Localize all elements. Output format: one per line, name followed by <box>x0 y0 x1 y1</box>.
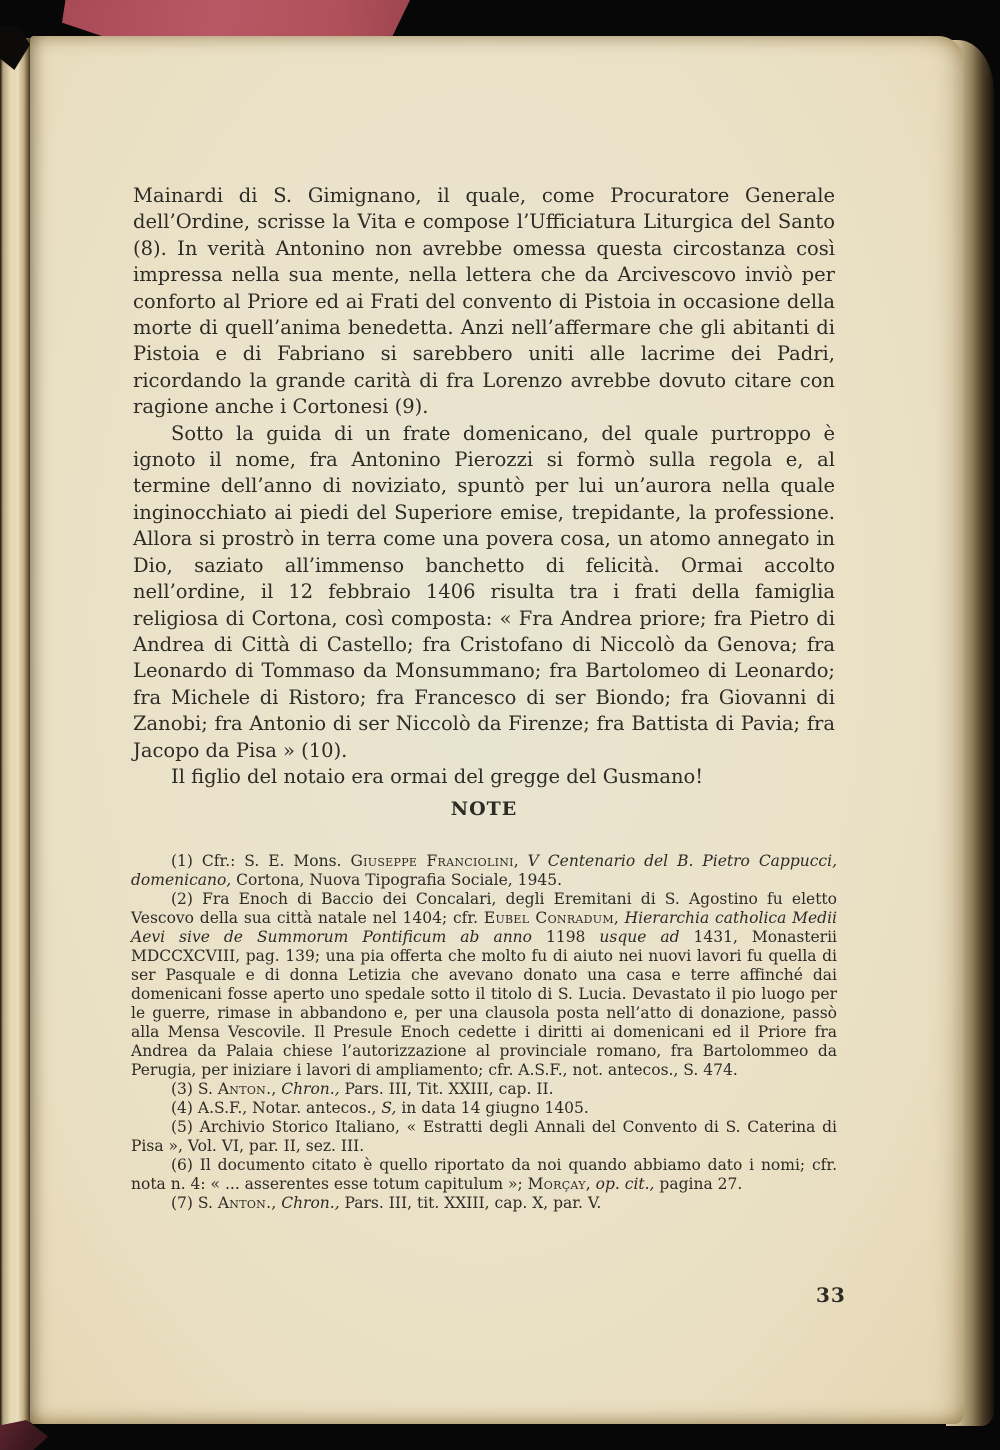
red-cover-sliver <box>62 0 410 39</box>
text-run: (6) Il documento citato è quello riportato da noi quando abbiamo dato i nomi; cfr. nota n. 4: « ... asserentes esse totum capitulum »; <box>131 1156 837 1193</box>
text-run: 1431, Monasterii MDCCXCVIII, pag. 139; una pia offerta che molto fu di aiuto nei nuovi lavori fu quella di ser Pasquale e di donna Letizia che avevano donato una casa e terre affinché dai domenicani fosse aperto uno spedale sotto il titolo di S. Lucia. Devastato il pio luogo per le guerre, rimase in abbandono e, per una clausola posta nell’atto di donazione, passò alla Mensa Vescovile. Il Presule Enoch cedette i diritti ai domenicani ed il Priore fra Andrea da Palaia chiese l’autorizzazione al provinciale romano, fra Bartolommeo da Perugia, per iniziare i lavori di ampliamento; cfr. A.S.F., not. antecos., S. 474. <box>131 928 837 1079</box>
left-page-edge <box>0 38 32 1426</box>
text-run: (2) Fra Enoch di Baccio dei Concalari, degli Eremitani di S. Agostino fu eletto Vescovo della sua città natale nel 1404; cfr. <box>131 890 837 927</box>
text-run: Chron., <box>281 1194 340 1212</box>
main-text-block <box>133 183 835 790</box>
paragraph: Il figlio del notaio era ormai del gregge del Gusmano! <box>171 764 704 788</box>
text-run: Hierarchia catholica Medii Aevi sive de Summorum Pontificum ab anno <box>131 909 838 946</box>
text-run: , <box>271 1080 282 1098</box>
text-run: V Centenario del B. Pietro Cappucci, domenicano, <box>131 852 837 889</box>
text-run: Anton. <box>217 1080 272 1098</box>
text-run: Chron., <box>281 1080 340 1098</box>
text-run: , <box>271 1194 282 1212</box>
text-run: , <box>613 909 625 927</box>
text-run: usque ad <box>599 928 680 946</box>
text-run: (1) Cfr.: S. E. Mons. <box>171 852 351 870</box>
footnotes-block <box>131 852 837 1213</box>
text-run: (4) A.S.F., Notar. antecos., <box>171 1099 382 1117</box>
footnote <box>131 890 837 1080</box>
footnote <box>131 1099 837 1118</box>
footnote <box>131 1156 837 1194</box>
text-run: Eubel Conradum <box>483 909 614 927</box>
text-run: Cortona, Nuova Tipografia Sociale, 1945. <box>231 871 563 889</box>
text-run: in data 14 giugno 1405. <box>396 1099 589 1117</box>
text-run: Giuseppe Franciolini <box>350 852 514 870</box>
text-run: (7) S. <box>171 1194 218 1212</box>
text-run: pagina 27. <box>654 1175 743 1193</box>
text-run: , <box>585 1175 596 1193</box>
text-run: Pars. III, Tit. XXIII, cap. II. <box>339 1080 554 1098</box>
text-run: Morçay <box>527 1175 586 1193</box>
notes-heading: NOTE <box>450 798 518 820</box>
paragraph: Sotto la guida di un frate domenicano, del quale purtroppo è ignoto il nome, fra Antonino Pierozzi si formò sulla regola e, al termine dell’anno di noviziato, spuntò per lui un’aurora nella quale inginocchiato ai piedi del Superiore emise, trepidante, la professione. Allora si prostrò in terra come una povera cosa, un atomo annegato in Dio, saziato all’immenso banchetto di felicità. Ormai accolto nell’ordine, il 12 febbraio 1406 risulta tra i frati della famiglia religiosa di Cortona, così composta: « Fra Andrea priore; fra Pietro di Andrea di Città di Castello; fra Cristofano di Niccolò da Genova; fra Leonardo di Tommaso da Monsummano; fra Bartolomeo di Leonardo; fra Michele di Ristoro; fra Francesco di ser Biondo; fra Giovanni di Zanobi; fra Antonio di ser Niccolò da Firenze; fra Battista di Pavia; fra Jacopo da Pisa » (10). <box>133 421 835 762</box>
paragraph: Mainardi di S. Gimignano, il quale, come Procuratore Generale dell’Ordine, scrisse la Vita e compose l’Ufficiatura Liturgica del Santo (8). In verità Antonino non avrebbe omessa questa circostanza così impressa nella sua mente, nella lettera che da Arcivescovo inviò per conforto al Priore ed ai Frati del convento di Pistoia in occasione della morte di quell’anima benedetta. Anzi nell’affermare che gli abitanti di Pistoia e di Fabriano si sarebbero uniti alle lacrime dei Padri, ricordando la grande carità di fra Lorenzo avrebbe dovuto citare con ragione anche i Cortonesi (9). <box>133 184 835 419</box>
text-run: 1198 <box>532 928 600 946</box>
text-run: op. cit., <box>595 1175 655 1193</box>
footnote <box>131 1080 837 1099</box>
text-run: S, <box>381 1099 397 1117</box>
footnote <box>131 1194 837 1213</box>
page-number: 33 <box>816 1283 846 1307</box>
text-run: Pars. III, tit. XXIII, cap. X, par. V. <box>339 1194 602 1212</box>
text-run: (5) Archivio Storico Italiano, « Estratti degli Annali del Convento di S. Caterina di Pisa », Vol. VI, par. II, sez. III. <box>131 1118 837 1155</box>
footnote <box>131 852 837 890</box>
footnote <box>131 1118 837 1156</box>
red-cover-corner-blob <box>0 1420 48 1450</box>
text-run: , <box>513 852 528 870</box>
text-run: Anton. <box>217 1194 272 1212</box>
book-page <box>30 36 964 1424</box>
text-run: (3) S. <box>171 1080 218 1098</box>
